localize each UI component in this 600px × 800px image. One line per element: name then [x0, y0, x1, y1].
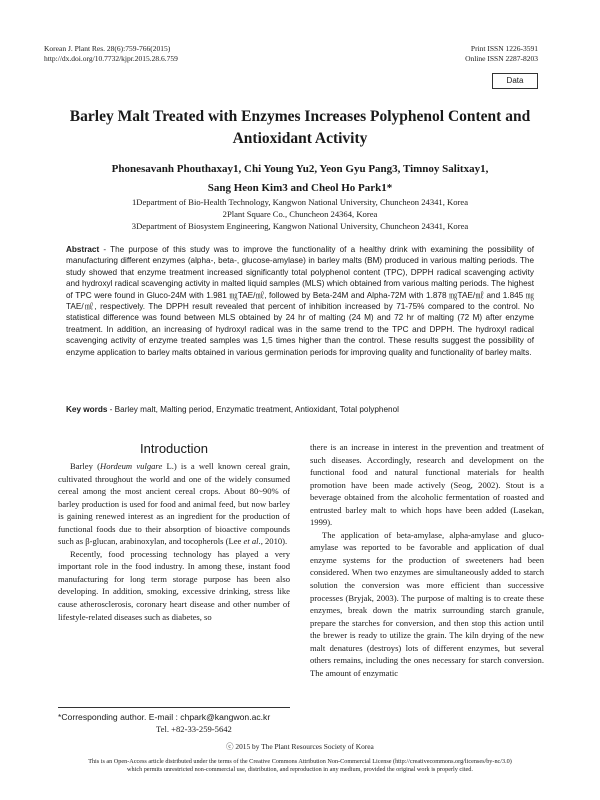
keywords-label: Key words [66, 405, 108, 414]
text-span: L.) is a well known cereal grain, cultivated throughout the world and one of the widely consumed cereal among the most ancient cereal crops. About 80~90% of barley production is used for food and animal feed, but now barley is gaining renewed interest as an ingredient for the production of functional foods due to their absorption of bioactive compounds such as β-glucan, arabinoxylan, and tocopherols (Lee [58, 461, 290, 547]
authors-line-1: Phonesavanh Phouthaxay1, Chi Young Yu2, Yeon Gyu Pang3, Timnoy Salitxay1, [111, 163, 489, 175]
et-al: et al [243, 536, 259, 547]
corresponding-author-tel: Tel. +82-33-259-5642 [156, 723, 232, 734]
paragraph: there is an increase in interest in the prevention and treatment of such diseases. Accordingly, research and development on the functional food and natural functional materials for health promotion have been made actively (Seog, 2002). Stout is a beverage obtained from the alcoholic fermentation of roasted and entrusted barley malt to which hops have been added (Lasekan, 1999). [310, 442, 544, 528]
left-column [58, 460, 290, 623]
title-line-2: Antioxidant Activity [232, 130, 368, 147]
article-title [50, 106, 550, 150]
affiliation-2: 2Plant Square Co., Chuncheon 24364, Korea [222, 209, 378, 219]
affiliations [60, 196, 540, 232]
footnote-divider [58, 707, 290, 708]
print-issn: Print ISSN 1226-3591 [470, 44, 538, 53]
copyright: ⓒ 2015 by The Plant Resources Society of Korea [226, 742, 374, 751]
corresponding-author-note [58, 712, 290, 735]
keywords [66, 404, 534, 415]
corresponding-author-email: *Corresponding author. E-mail : chpark@kangwon.ac.kr [58, 712, 271, 722]
journal-header-right [465, 44, 538, 64]
author-list [60, 160, 540, 198]
text-span: ., 2010). [258, 536, 288, 547]
license-line-1: This is an Open-Access article distributed under the terms of the Creative Commons Attribution Non-Commercial License (http://creativecommons.org/licenses/by-nc/3.0) [88, 758, 512, 765]
journal-header-left [44, 44, 178, 64]
abstract [66, 244, 534, 358]
affiliation-1: 1Department of Bio-Health Technology, Kangwon National University, Chuncheon 24341, Korea [131, 197, 469, 207]
authors-line-2: Sang Heon Kim3 and Cheol Ho Park1* [207, 182, 393, 194]
journal-citation: Korean J. Plant Res. 28(6):759-766(2015) [44, 44, 171, 53]
species-name: Hordeum vulgare [99, 461, 163, 471]
license-notice [40, 758, 560, 774]
section-heading-introduction: Introduction [140, 441, 208, 456]
right-column [310, 441, 544, 679]
paragraph: The application of beta-amylase, alpha-amylase and gluco-amylase was reported to be favorable and application of dual enzyme systems for the production of sweeteners had been considered. When two enzymes are simultaneously added to starch solution the conversion was more efficient than successive processes (Bryjak, 2003). The purpose of malting is to create these enzymes, break down the matrix surrounding starch granule, prepare the starches for conversion, and then stop this action until the brewer is ready to utilize the grain. The kiln drying of the new malt denatures (destroys) lots of different enzymes, but several others remains, including the ones necessary for starch conversion. The amount of enzymatic [310, 529, 544, 678]
online-issn: Online ISSN 2287-8203 [465, 54, 538, 63]
license-line-2: which permits unrestricted non-commercial use, distribution, and reproduction in any medium, provided the original work is properly cited. [127, 766, 473, 773]
paragraph [58, 460, 290, 548]
keywords-text: - Barley malt, Malting period, Enzymatic treatment, Antioxidant, Total polyphenol [107, 405, 399, 414]
paragraph: Recently, food processing technology has played a very important role in the food industry. In among these, instant food manufacturing for long term storage purpose has been also developing. In addition, smoking, excessive drinking, stress like cause atherosclerosis, coronary heart disease and other number of lifestyle-related diseases such as diabetes, so [58, 548, 290, 622]
article-type-badge: Data [492, 73, 538, 89]
doi-link[interactable]: http://dx.doi.org/10.7732/kjpr.2015.28.6.759 [44, 54, 178, 63]
abstract-text: - The purpose of this study was to improve the functionality of a healthy drink with examining the possibility of manufacturing different enzymes (alpha-, beta-, glucose-amylase) in barley malts (BM) produced in various malting periods. The study showed that enzyme treatment increased significantly total polyphenol content (TPC), DPPH radical scavenging activity and hydroxyl radical scavenging activity in malted liquid samples (MLS) which obtained from various malting periods. The highest of TPC were found in Gluco-24M with 1.981 ㎎TAE/㎖, followed by Beta-24M and Alpha-72M with 1.878 ㎎TAE/㎖ and 1.845 ㎎TAE/㎖, respectively. The DPPH result revealed that percent of inhibition increased by 71-75% compared to the control. No statistical difference was found between MLS obtained by 24 hr of malting (24 M) and 72 hr of malting (72 M) after enzyme treatment. In addition, an increasing of hydroxyl radical was in the same trend to the TPC and DPPH. The hydroxyl radical scavenging activity of enzyme treated samples was 1,5 times higher than the control. These results suggest the possibility of enzyme application to barley malts obtained in various germination periods for improving quality and functionality of barley malts. [66, 245, 534, 357]
abstract-label: Abstract [66, 245, 100, 254]
text-span: Barley ( [70, 461, 100, 471]
affiliation-3: 3Department of Biosystem Engineering, Kangwon National University, Chuncheon 24341, Korea [131, 221, 469, 231]
title-line-1: Barley Malt Treated with Enzymes Increases Polyphenol Content and [69, 108, 531, 125]
